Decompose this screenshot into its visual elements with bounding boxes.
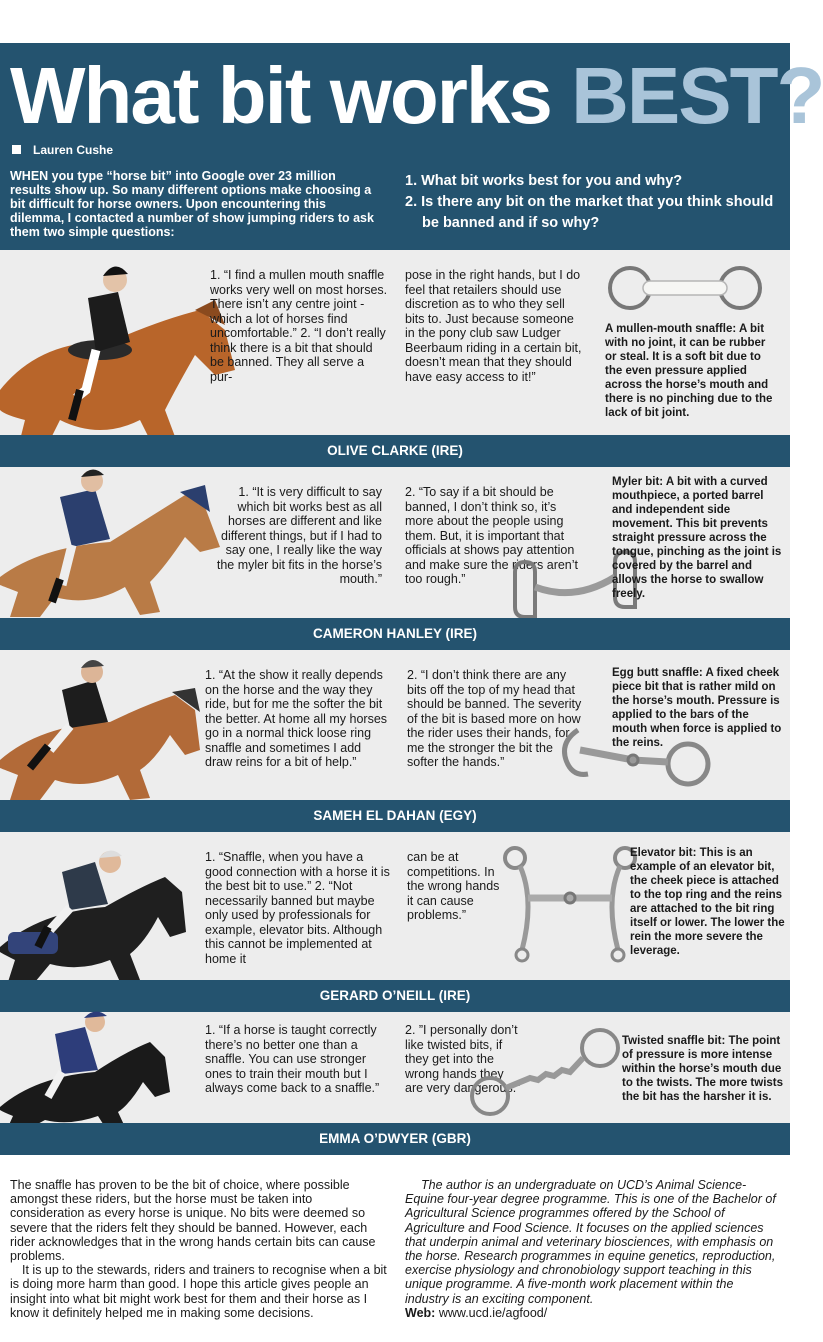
mullen-mouth-snaffle-icon — [605, 258, 765, 318]
question-1: 1. What bit works best for you and why? — [405, 173, 683, 189]
bit-caption: Twisted snaffle bit: The point of pressure is more intense within the horse’s mouth due to the twists. The more twists the bit has the harsher it is. — [622, 1035, 784, 1103]
byline — [12, 143, 113, 157]
headline-accent: BEST? — [571, 51, 823, 140]
answer-column-a: 1. “If a horse is taught correctly there’s no better one than a snaffle. You can use stronger ones to train their mouth but I always come back to a snaffle.” — [205, 1023, 380, 1095]
answer-column-b: can be at competitions. In the wrong hands it can cause problems.” — [407, 850, 500, 922]
rider-panel-gerard-oneill — [0, 832, 790, 1012]
author-note — [405, 1178, 780, 1320]
intro-paragraph: WHEN you type “horse bit” into Google over 23 million results show up. So many different options make choosing a bit difficult for horse owners. Upon encountering this dilemma, I contacted a number of show jumping riders to ask them two simple questions: — [10, 169, 374, 239]
web-link[interactable] — [405, 1306, 780, 1320]
bullet-square-icon — [12, 145, 21, 154]
elevator-bit-icon — [500, 840, 645, 965]
answer-column-b: 2. “To say if a bit should be banned, I don’t think so, it’s more about the people using them. But, it is important that officials at shows pay attention and make sure the riders aren’t too rough.” — [405, 485, 579, 586]
horse-rider-photo — [0, 832, 190, 982]
headline-main: What bit works — [10, 51, 572, 140]
bit-caption: Elevator bit: This is an example of an elevator bit, the cheek piece is attached to the top ring and the reins are attached to the bit ring itself or lower. The lower the rein the more severe the leverage. — [630, 847, 785, 957]
author-name: Lauren Cushe — [33, 143, 114, 157]
answer-column-b: 2. ”I personally don’t like twisted bits, if they get into the wrong hands they are very dangerous.” — [405, 1023, 521, 1095]
rider-name: EMMA O’DWYER (GBR) — [0, 1123, 790, 1155]
answer-column-a: 1. “Snaffle, when you have a good connection with a horse it is the best bit to use.” 2. “Not necessarily banned but maybe only used by professionals for example, elevator bits. Although this cannot be implemented at home it — [205, 850, 390, 966]
horse-rider-photo — [0, 1012, 175, 1127]
author-note-text: The author is an undergraduate on UCD’s Animal Science-Equine four-year degree programme. This is one of the Bachelor of Agricultural Science programmes offered by the School of Agriculture and Food Science. It focuses on the applied sciences that underpin animal and veterinary biosciences, with emphasis on the horse. Research programmes in equine genetics, reproduction, exercise physiology and chronobiology support teaching in this unique programme. A five-month work placement within the industry is an exciting component. — [405, 1178, 776, 1306]
rider-name: SAMEH EL DAHAN (EGY) — [0, 800, 790, 832]
answer-column-a: 1. “At the show it really depends on the horse and the way they ride, but for me the softer the bit the better. At home all my horses go in a normal thick loose ring snaffle and sometimes I add draw reins for a bit of help.” — [205, 668, 388, 769]
bit-caption: Egg butt snaffle: A fixed cheek piece bit that is rather mild on the horse’s mouth. Pressure is applied to the bars of the mouth when force is applied to the reins. — [612, 667, 782, 749]
conclusion-paragraph-1: The snaffle has proven to be the bit of choice, where possible amongst these riders, but the horse must be taken into consideration as every horse is unique. No bits were deemed so severe that the riders felt they should be banned. However, each rider acknowledges that in the wrong hands certain bits can cause problems. — [10, 1178, 376, 1264]
twisted-snaffle-bit-icon — [468, 1026, 628, 1121]
answer-column-b: 2. “I don’t think there are any bits off the top of my head that should be banned. The severity of the bit is based more on how the rider uses their hands, for me the stronger the bit the softer the hands.” — [407, 668, 582, 769]
answer-column-a: 1. “I find a mullen mouth snaffle works very well on most horses. There isn’t any centre joint - which a lot of horses find uncomfortable.” 2. “I don’t really think there is a bit that should be banned. They all serve a pur- — [210, 268, 388, 384]
rider-panel-sameh-el-dahan — [0, 650, 790, 832]
headline — [10, 51, 823, 141]
bit-caption: Myler bit: A bit with a curved mouthpiece, a ported barrel and independent side movement. This bit prevents straight pressure across the tongue, pinching as the joint is covered by the barrel and allows the horse to swallow freely. — [612, 476, 782, 600]
conclusion — [10, 1178, 390, 1320]
web-label: Web: — [405, 1305, 436, 1320]
bit-caption: A mullen-mouth snaffle: A bit with no joint, it can be rubber or steal. It is a soft bit due to the even pressure applied across the horse’s mouth and there is no pinching due to the lack of bit joint. — [605, 323, 773, 419]
horse-rider-photo — [0, 650, 205, 800]
answer-column-a: 1. “It is very difficult to say which bit works best as all horses are different and like different things, but if I had to say one, I really like the way the myler bit fits in the horse’s mouth.” — [216, 485, 382, 586]
rider-panel-emma-odwyer — [0, 1012, 790, 1155]
rider-name: GERARD O’NEILL (IRE) — [0, 980, 790, 1012]
article-header — [0, 43, 823, 250]
questions-list — [405, 171, 785, 234]
horse-rider-photo — [0, 467, 225, 617]
rider-name: CAMERON HANLEY (IRE) — [0, 618, 790, 650]
rider-name: OLIVE CLARKE (IRE) — [0, 435, 790, 467]
rider-panel-olive-clarke — [0, 250, 790, 467]
rider-panel-cameron-hanley — [0, 467, 790, 650]
answer-column-b: pose in the right hands, but I do feel that retailers should use discretion as to who they sell bits to. Just because someone in the pony club saw Ludger Beerbaum riding in a certain bit, doesn’t mean that they should have easy access to it!” — [405, 268, 582, 384]
web-url[interactable]: www.ucd.ie/agfood/ — [438, 1305, 548, 1320]
question-2: 2. Is there any bit on the market that you think should be banned and if so why? — [405, 194, 774, 231]
conclusion-paragraph-2: It is up to the stewards, riders and trainers to recognise when a bit is doing more harm than good. I hope this article gives people an insight into what bit might work best for them and their horse as I know it definitely helped me in making some decisions. — [10, 1263, 387, 1320]
